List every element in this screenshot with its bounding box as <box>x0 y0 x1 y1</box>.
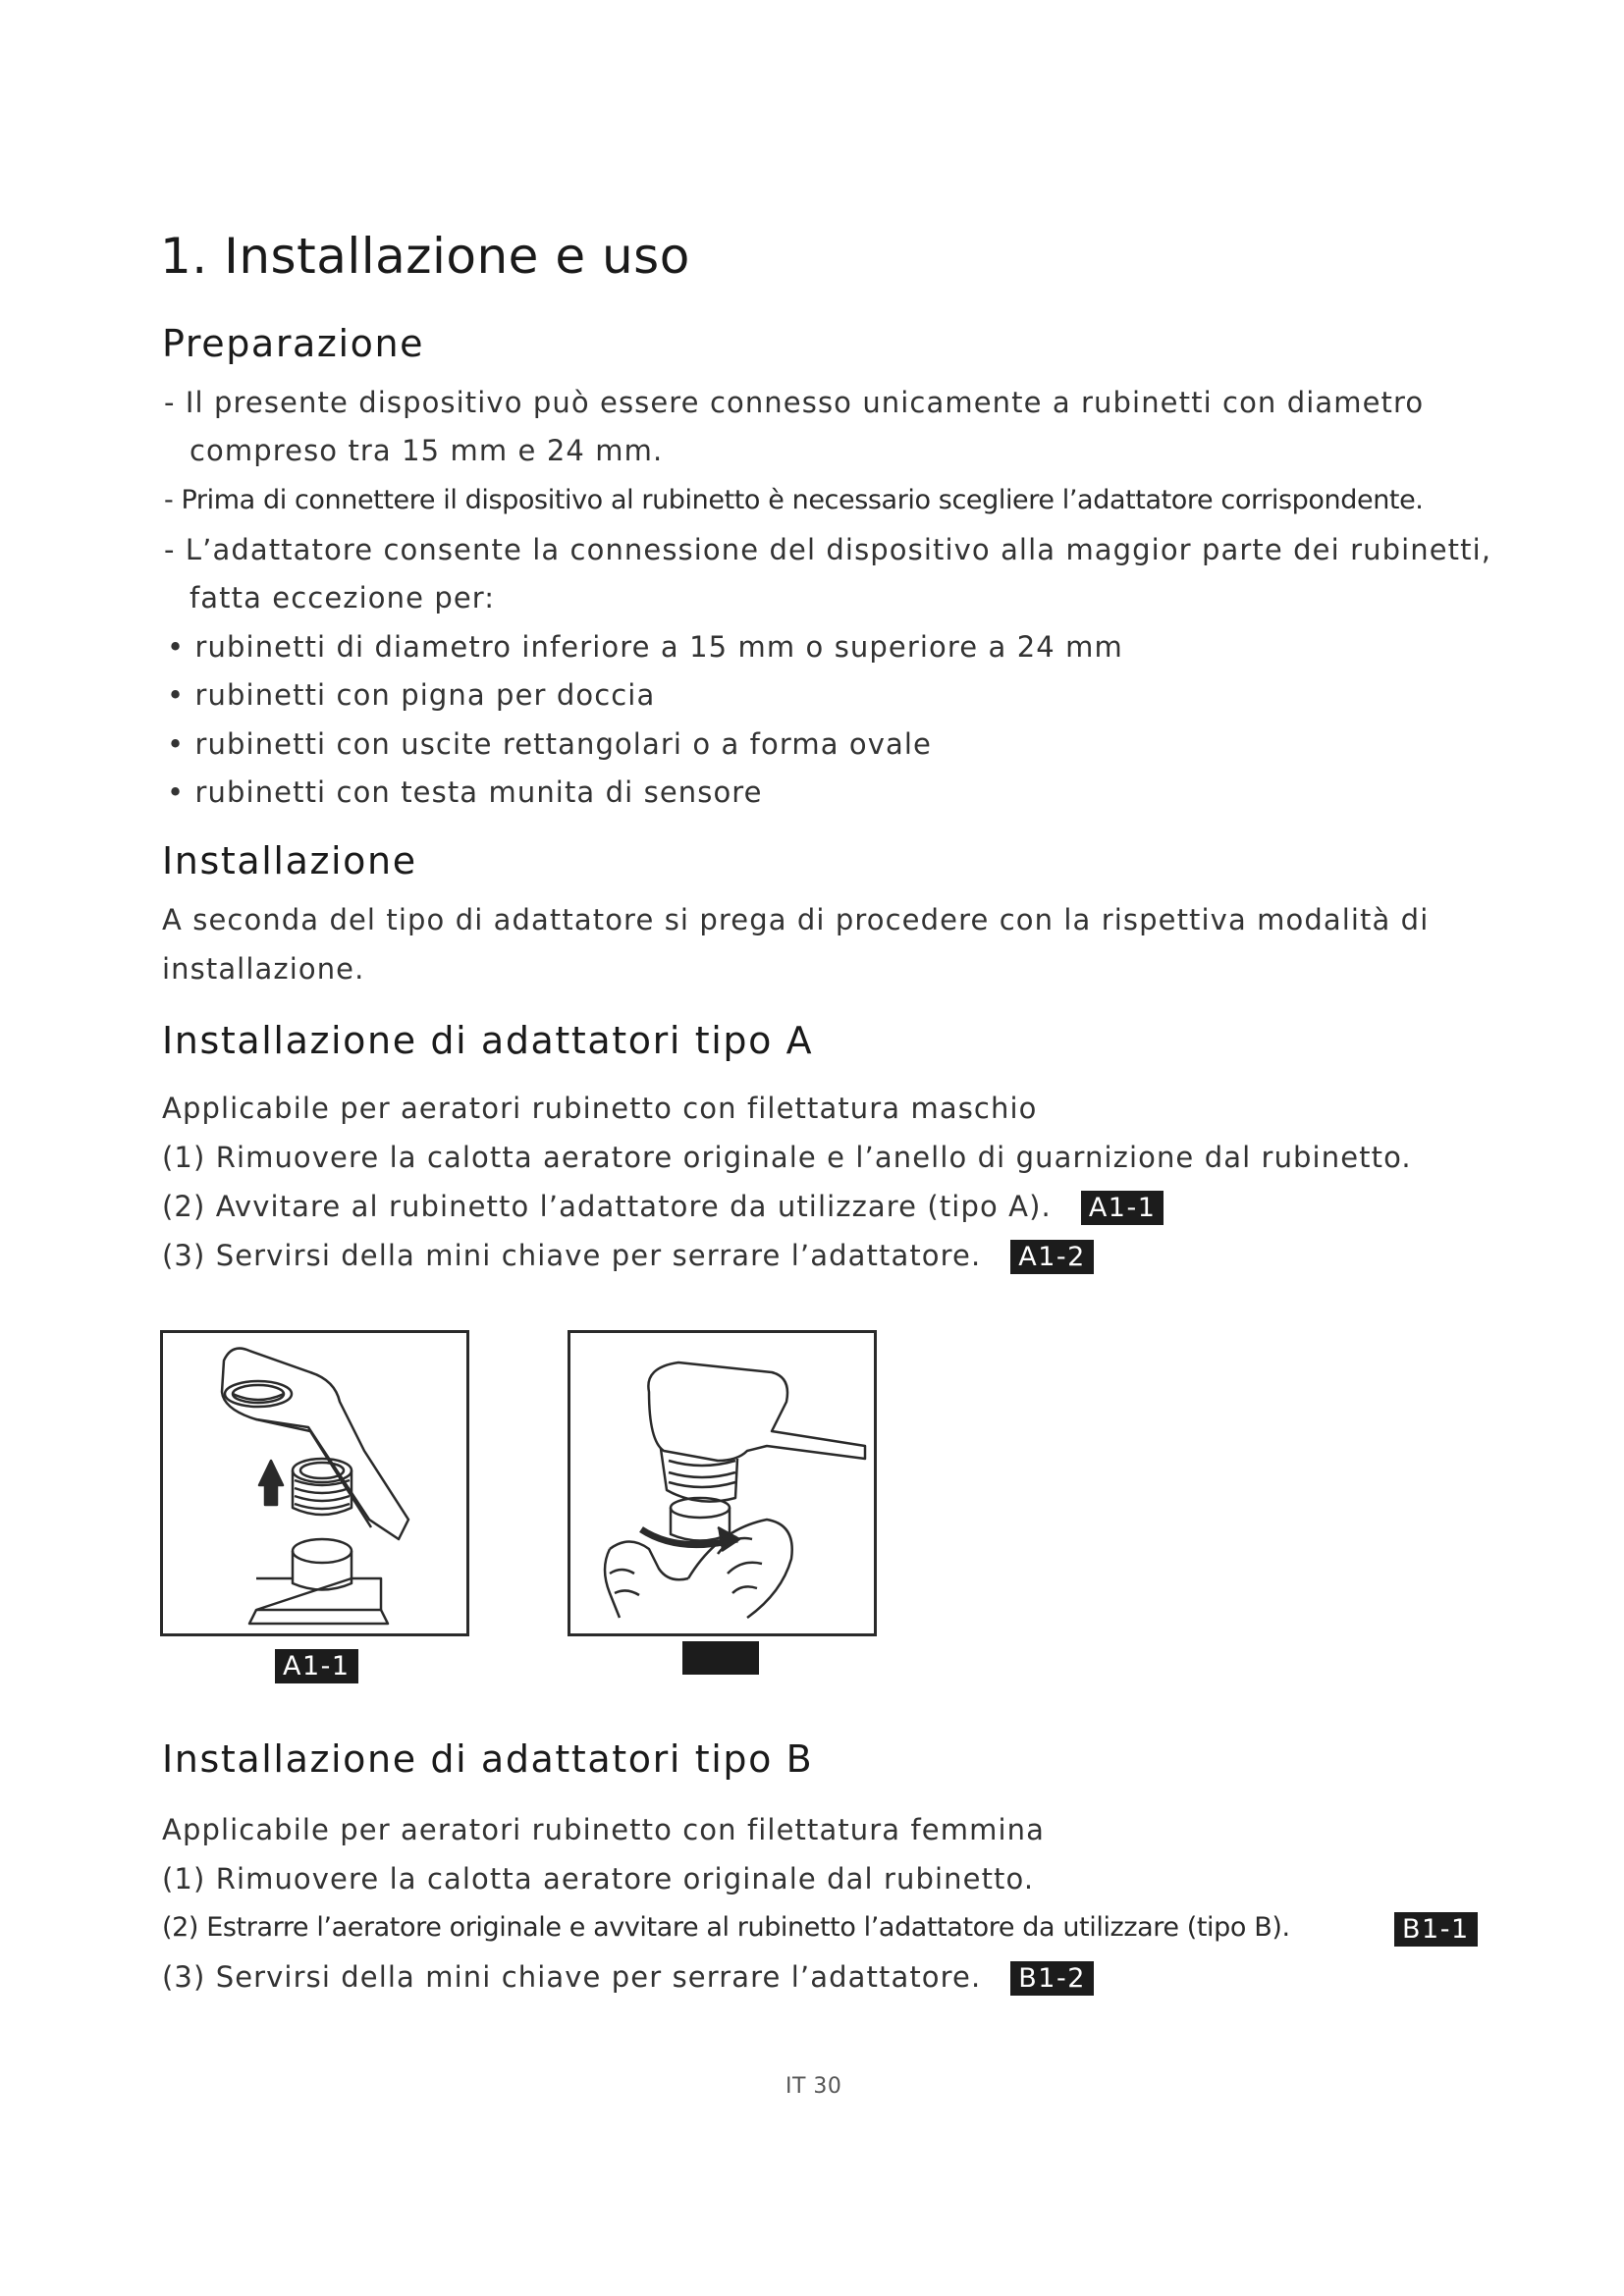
tipo-b-step-3-text: (3) Servirsi della mini chiave per serrare l’adattatore. <box>162 1960 982 1994</box>
prep-bullet-2: • rubinetti con pigna per doccia <box>167 678 656 712</box>
tipo-a-step-3-text: (3) Servirsi della mini chiave per serrare l’adattatore. <box>162 1239 982 1272</box>
tag-b1-1: B1-1 <box>1394 1912 1478 1947</box>
heading-tipo-a: Installazione di adattatori tipo A <box>162 1019 814 1062</box>
prep-bullet-1: • rubinetti di diametro inferiore a 15 mm o superiore a 24 mm <box>167 630 1123 664</box>
tipo-b-step-2: (2) Estrarre l’aeratore originale e avvitare al rubinetto l’adattatore da utilizzare (tipo B). <box>162 1912 1290 1943</box>
tag-b1-1-wrap <box>1394 1912 1478 1947</box>
tipo-a-step-3 <box>162 1239 1094 1274</box>
prep-line-3: - Prima di connettere il dispositivo al rubinetto è necessario scegliere l’adattatore corrispondente. <box>164 485 1424 515</box>
page-number: IT 30 <box>785 2074 842 2099</box>
tipo-a-step-1: (1) Rimuovere la calotta aeratore originale e l’anello di guarnizione dal rubinetto. <box>162 1141 1412 1174</box>
figure-a1-1 <box>160 1330 469 1636</box>
tipo-a-intro: Applicabile per aeratori rubinetto con filettatura maschio <box>162 1092 1038 1125</box>
tag-a1-2: A1-2 <box>1010 1240 1094 1274</box>
tag-a1-1: A1-1 <box>1081 1191 1164 1225</box>
wrench-tightening-illustration <box>570 1333 874 1633</box>
tipo-a-step-2-text: (2) Avvitare al rubinetto l’adattatore da utilizzare (tipo A). <box>162 1190 1052 1223</box>
heading-tipo-b: Installazione di adattatori tipo B <box>162 1737 814 1781</box>
tag-b1-2: B1-2 <box>1010 1961 1094 1996</box>
install-line-2: installazione. <box>162 952 365 986</box>
figure-a1-2-caption-redacted <box>682 1641 759 1675</box>
tipo-b-step-1: (1) Rimuovere la calotta aeratore originale dal rubinetto. <box>162 1862 1035 1896</box>
heading-installazione: Installazione <box>162 839 417 882</box>
install-line-1: A seconda del tipo di adattatore si prega di procedere con la rispettiva modalità di <box>162 903 1430 936</box>
figure-a1-1-caption: A1-1 <box>275 1649 358 1683</box>
prep-line-4: - L’adattatore consente la connessione del dispositivo alla maggior parte dei rubinetti, <box>164 533 1492 566</box>
figure-a1-1-caption-wrap <box>275 1649 358 1683</box>
prep-line-1: - Il presente dispositivo può essere connesso unicamente a rubinetti con diametro <box>164 386 1425 419</box>
tipo-b-step-3 <box>162 1960 1094 1996</box>
prep-bullet-3: • rubinetti con uscite rettangolari o a forma ovale <box>167 727 932 761</box>
figure-a1-2 <box>568 1330 877 1636</box>
prep-line-2: compreso tra 15 mm e 24 mm. <box>189 434 664 467</box>
faucet-adapter-illustration <box>163 1333 466 1633</box>
page-title: 1. Installazione e uso <box>160 228 690 285</box>
tipo-b-intro: Applicabile per aeratori rubinetto con filettatura femmina <box>162 1813 1045 1846</box>
heading-preparazione: Preparazione <box>162 322 425 365</box>
tipo-a-step-2 <box>162 1190 1164 1225</box>
prep-bullet-4: • rubinetti con testa munita di sensore <box>167 775 763 809</box>
prep-line-5: fatta eccezione per: <box>189 581 496 614</box>
